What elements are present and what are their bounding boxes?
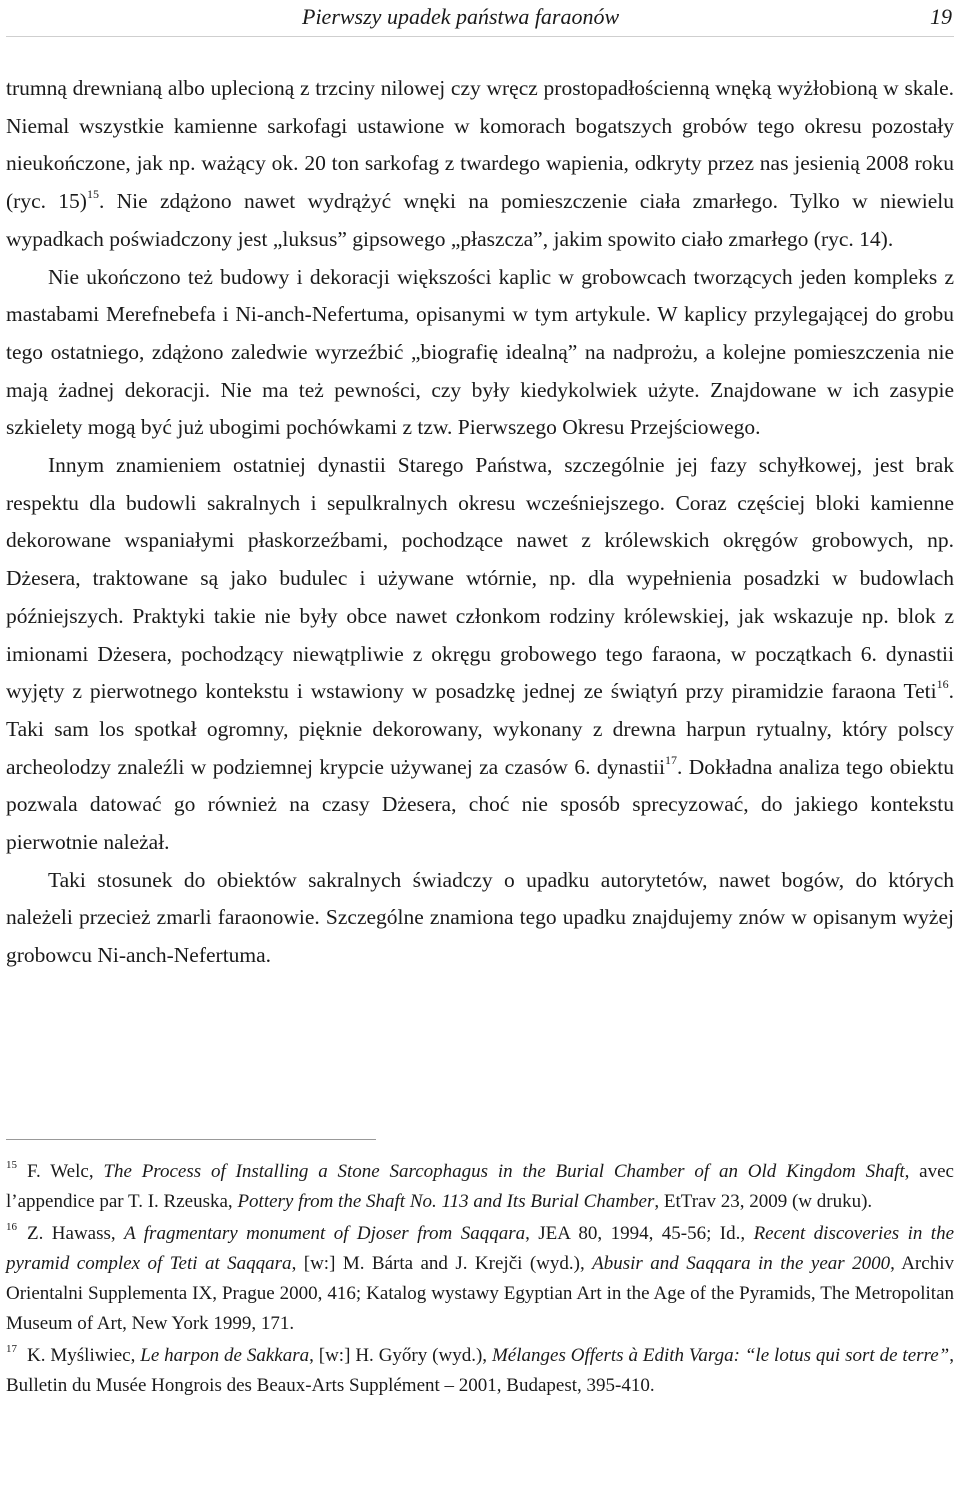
footnote-number: 15 — [6, 1159, 17, 1171]
paragraph-3-text-c: . Dokładna analiza tego obiektu pozwala datować go również na czasy Dżesera, choć nie sposób sprecyzować, do jakiego kontekstu pierwotnie należał. — [6, 754, 954, 855]
footnote-text: , [w:] H. Győry (wyd.), — [309, 1345, 492, 1367]
paragraph-2: Nie ukończono też budowy i dekoracji większości kaplic w grobowcach tworzących jeden kompleks z mastabami Merefnebefa i Ni-anch-Nefertuma, opisanymi w tym artykule. W kaplicy przylegającej do grobu tego ostatniego, zdążono zaledwie wyrzeźbić „biografię idealną” na nadprożu, a kolejne pomieszczenia nie mają żadnej dekoracji. Nie ma też pewności, czy były kiedykolwiek użyte. Znajdowane w ich zasypie szkielety mogą być już ubogimi pochówkami z tzw. Pierwszego Okresu Przejściowego. — [6, 264, 954, 440]
footnotes — [6, 1157, 954, 1404]
paragraph-3-text-b: . Taki sam los spotkał ogromny, pięknie dekorowany, wykonany z drewna harpun rytualny, który polscy archeolodzy znaleźli w podziemnej krypcie używanej za czasów 6. dynastii — [6, 679, 954, 779]
paragraph-1-text-a: trumną drewnianą albo uplecioną z trzciny nilowej czy wręcz prostopadłościenną wnęką wyżłobioną w skale. Niemal wszystkie kamienne sarkofagi ustawione w komorach bogatszych grobów tego okresu pozostały nieukończone, jak np. ważący ok. 20 ton sarkofag z twardego wapienia, odkryty przez nas jesienią 2008 roku (ryc. 15) — [6, 76, 954, 214]
footnote-title-italic: Recent discoveries in the pyramid complex of Teti at Saqqara — [6, 1223, 955, 1275]
footnote-text: K. Myśliwiec, — [27, 1345, 141, 1367]
footnote-ref-16[interactable]: 16 — [936, 677, 949, 692]
paragraph-3-text-a: Innym znamieniem ostatniej dynastii Starego Państwa, szczególnie jej fazy schyłkowej, jest brak respektu dla budowli sakralnych i sepulkralnych okresu wcześniejszego. Coraz częściej bloki kamienne dekorowane wspaniałymi płaskorzeźbami, pochodzące nawet z królewskich okręgów grobowych, np. Dżesera, traktowane są jako budulec i używane wtórnie, np. dla wypełnienia posadzki w budowlach późniejszych. Praktyki takie nie były obce nawet członkom rodziny królewskiej, jak wskazuje np. blok z imionami Dżesera, pochodzący niewątpliwie z okręgu grobowego tego faraona, w początkach 6. dynastii wyjęty z pierwotnego kontekstu i wstawiony w posadzkę jednej ze świątyń przy piramidzie faraona Teti — [6, 453, 954, 704]
footnote-15 — [6, 1157, 954, 1216]
footnote-title-italic: The Process of Installing a Stone Sarcophagus in the Burial Chamber of an Old Kingdom Shaft — [103, 1161, 905, 1182]
footnote-separator — [6, 1139, 376, 1140]
footnote-text: , [w:] M. Bárta and J. Krejči (wyd.), — [291, 1253, 593, 1275]
running-header — [0, 0, 960, 36]
footnote-text: F. Welc, — [27, 1161, 104, 1182]
paragraph-1-text-b: . Nie zdążono nawet wydrążyć wnęki na pomieszczenie ciała zmarłego. Tylko w niewielu wypadkach poświadczony jest „luksus” gipsowego „płaszcza”, jakim spowito ciało zmarłego (ryc. 14). — [6, 189, 954, 251]
paragraph-1 — [6, 70, 954, 259]
body-text — [6, 70, 954, 975]
paragraph-3 — [6, 447, 954, 862]
footnote-title-italic: Mélanges Offerts à Edith Varga: “le lotus qui sort de terre” — [491, 1345, 950, 1367]
footnote-ref-15[interactable]: 15 — [86, 187, 99, 202]
footnote-text: , EtTrav 23, 2009 (w druku). — [654, 1190, 873, 1212]
footnote-ref-17[interactable]: 17 — [664, 752, 677, 767]
paragraph-4: Taki stosunek do obiektów sakralnych świadczy o upadku autorytetów, nawet bogów, do których należeli przecież zmarli faraonowie. Szczególne znamiona tego upadku znajdujemy znów w opisanym wyżej grobowcu Ni-anch-Nefertuma. — [6, 867, 954, 968]
footnote-text: Z. Hawass, — [27, 1223, 125, 1245]
footnote-title-italic: Abusir and Saqqara in the year 2000 — [592, 1253, 891, 1275]
footnote-number: 16 — [6, 1221, 17, 1234]
footnote-number: 17 — [6, 1343, 17, 1356]
footnote-17 — [6, 1341, 954, 1400]
footnote-title-italic: Pottery from the Shaft No. 113 and Its Burial Chamber — [237, 1190, 655, 1212]
footnote-title-italic: A fragmentary monument of Djoser from Saqqara — [124, 1223, 526, 1245]
page-number: 19 — [930, 4, 952, 29]
footnote-text: , Archiv Orientalni Supplementa IX, Prague 2000, 416; Katalog wystawy Egyptian Art in the Age of the Pyramids, The Metropolitan Museum of Art, New York 1999, 171. — [6, 1253, 954, 1334]
header-rule — [6, 36, 954, 37]
footnote-16 — [6, 1219, 954, 1338]
footnote-text: , avec l’appendice par T. I. Rzeuska, — [6, 1161, 954, 1212]
footnote-text: , JEA 80, 1994, 45-56; Id., — [525, 1223, 754, 1245]
footnote-title-italic: Le harpon de Sakkara — [140, 1345, 310, 1367]
running-title: Pierwszy upadek państwa faraonów — [302, 4, 620, 29]
footnote-text: , Bulletin du Musée Hongrois des Beaux-Arts Supplément – 2001, Budapest, 395-410. — [6, 1345, 954, 1396]
